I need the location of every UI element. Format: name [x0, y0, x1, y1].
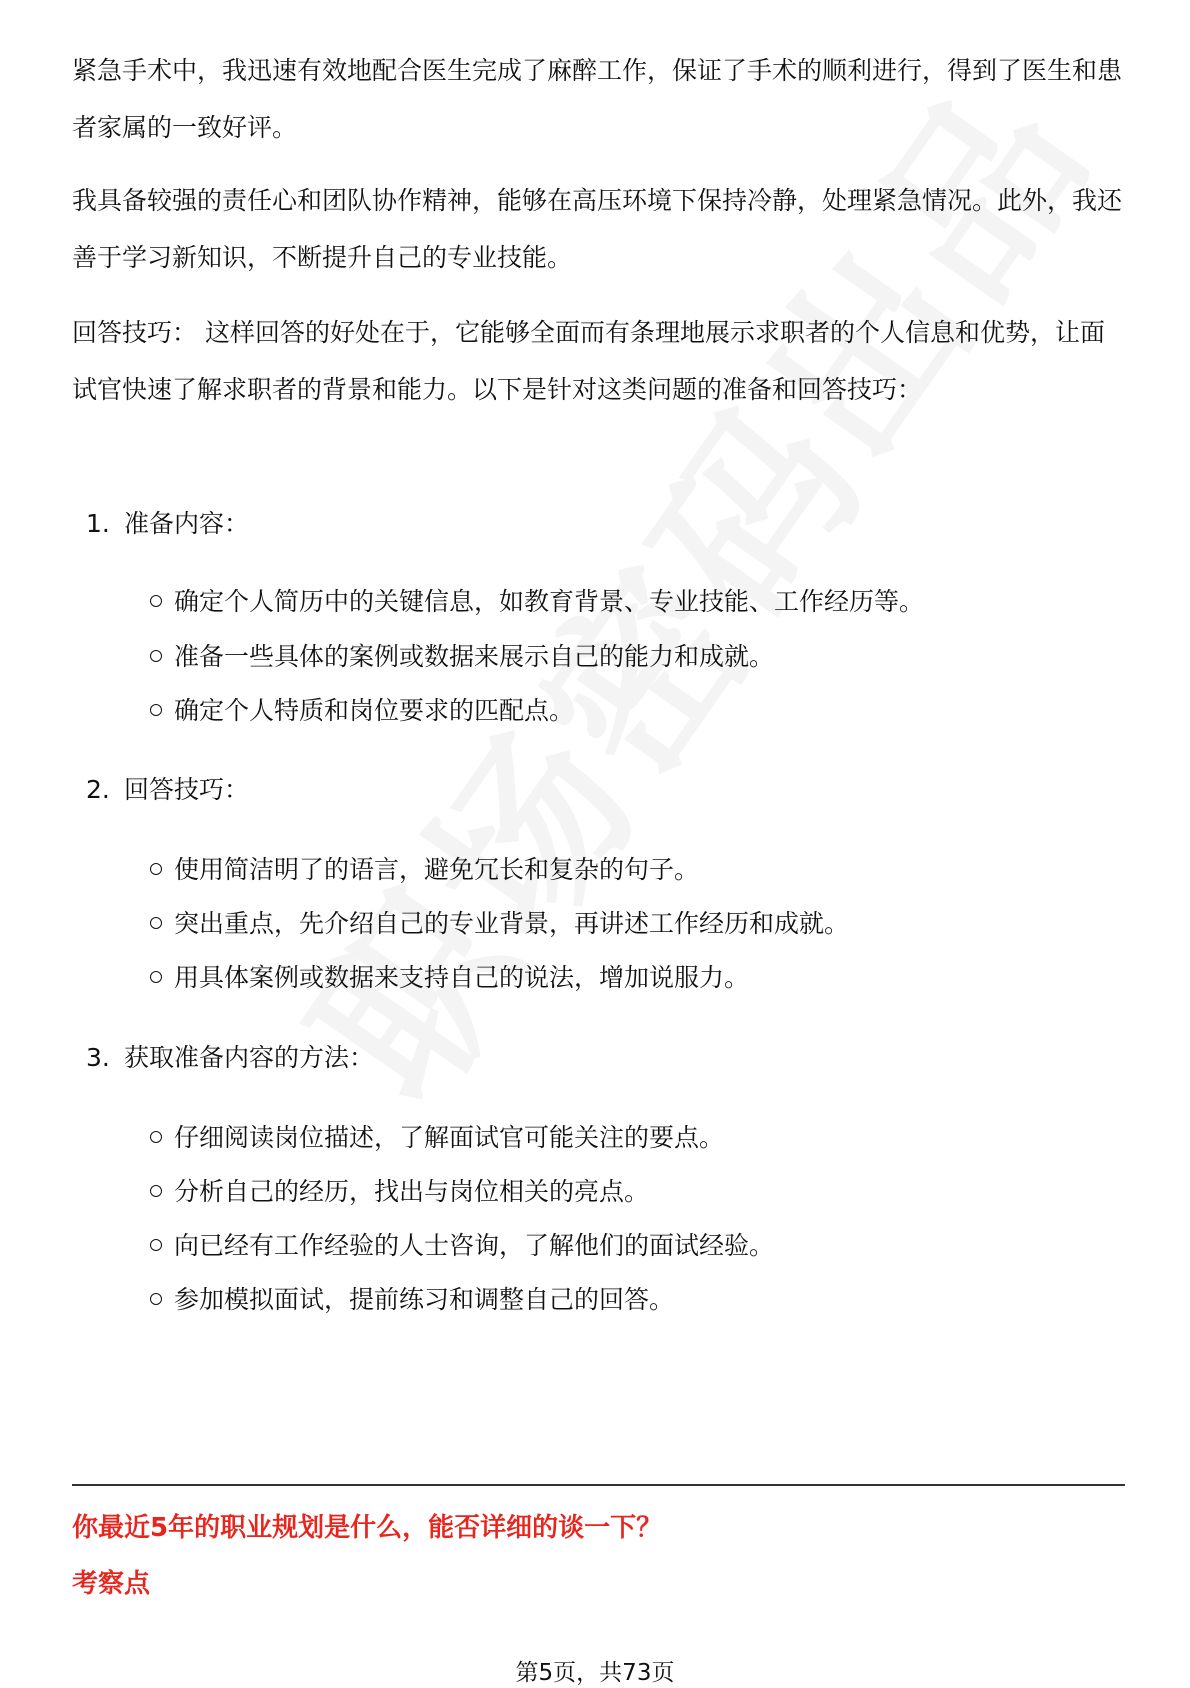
bullet-circle-icon — [150, 595, 162, 607]
bullet-circle-icon — [150, 650, 162, 662]
list-item: 确定个人简历中的关键信息，如教育背景、专业技能、工作经历等。 — [150, 584, 924, 620]
list-item: 分析自己的经历，找出与岗位相关的亮点。 — [150, 1174, 649, 1210]
paragraph-answer-tips: 回答技巧： 这样回答的好处在于，它能够全面而有条理地展示求职者的个人信息和优势，让面试官快速了解求职者的背景和能力。以下是针对这类问题的准备和回答技巧： — [72, 318, 1105, 404]
section-3-number: 3. — [86, 1043, 110, 1072]
list-item: 使用简洁明了的语言，避免冗长和复杂的句子。 — [150, 852, 699, 888]
bullet-circle-icon — [150, 1131, 162, 1143]
section-1-number: 1. — [86, 509, 110, 538]
section-2-number: 2. — [86, 775, 110, 804]
bullet-circle-icon — [150, 704, 162, 716]
list-item: 仔细阅读岗位描述，了解面试官可能关注的要点。 — [150, 1120, 724, 1156]
question-heading: 你最近5年的职业规划是什么，能否详细的谈一下？ — [72, 1513, 663, 1543]
list-item: 用具体案例或数据来支持自己的说法，增加说服力。 — [150, 960, 749, 996]
section-1-heading — [86, 506, 249, 542]
section-3-title: 获取准备内容的方法： — [124, 1043, 375, 1072]
bullet-circle-icon — [150, 1239, 162, 1251]
paragraph-surgery: 紧急手术中，我迅速有效地配合医生完成了麻醉工作，保证了手术的顺利进行，得到了医生和患者家属的一致好评。 — [72, 56, 1123, 142]
section-2-title: 回答技巧： — [124, 775, 250, 804]
page-number: 第5页，共73页 — [515, 1660, 675, 1686]
section-divider — [72, 1484, 1125, 1486]
list-item: 准备一些具体的案例或数据来展示自己的能力和成就。 — [150, 639, 774, 675]
bullet-circle-icon — [150, 1185, 162, 1197]
list-item: 确定个人特质和岗位要求的匹配点。 — [150, 693, 574, 729]
list-item: 突出重点，先介绍自己的专业背景，再讲述工作经历和成就。 — [150, 906, 849, 942]
bullet-circle-icon — [150, 971, 162, 983]
paragraph-responsibility: 我具备较强的责任心和团队协作精神，能够在高压环境下保持冷静，处理紧急情况。此外，我还善于学习新知识，不断提升自己的专业技能。 — [72, 186, 1123, 272]
subheading-assessment-points: 考察点 — [72, 1569, 151, 1599]
bullet-circle-icon — [150, 917, 162, 929]
bullet-circle-icon — [150, 863, 162, 875]
section-2-heading — [86, 772, 249, 808]
list-item: 参加模拟面试，提前练习和调整自己的回答。 — [150, 1282, 674, 1318]
section-1-title: 准备内容： — [124, 509, 250, 538]
bullet-circle-icon — [150, 1293, 162, 1305]
list-item: 向已经有工作经验的人士咨询，了解他们的面试经验。 — [150, 1228, 774, 1264]
section-3-heading — [86, 1040, 374, 1076]
